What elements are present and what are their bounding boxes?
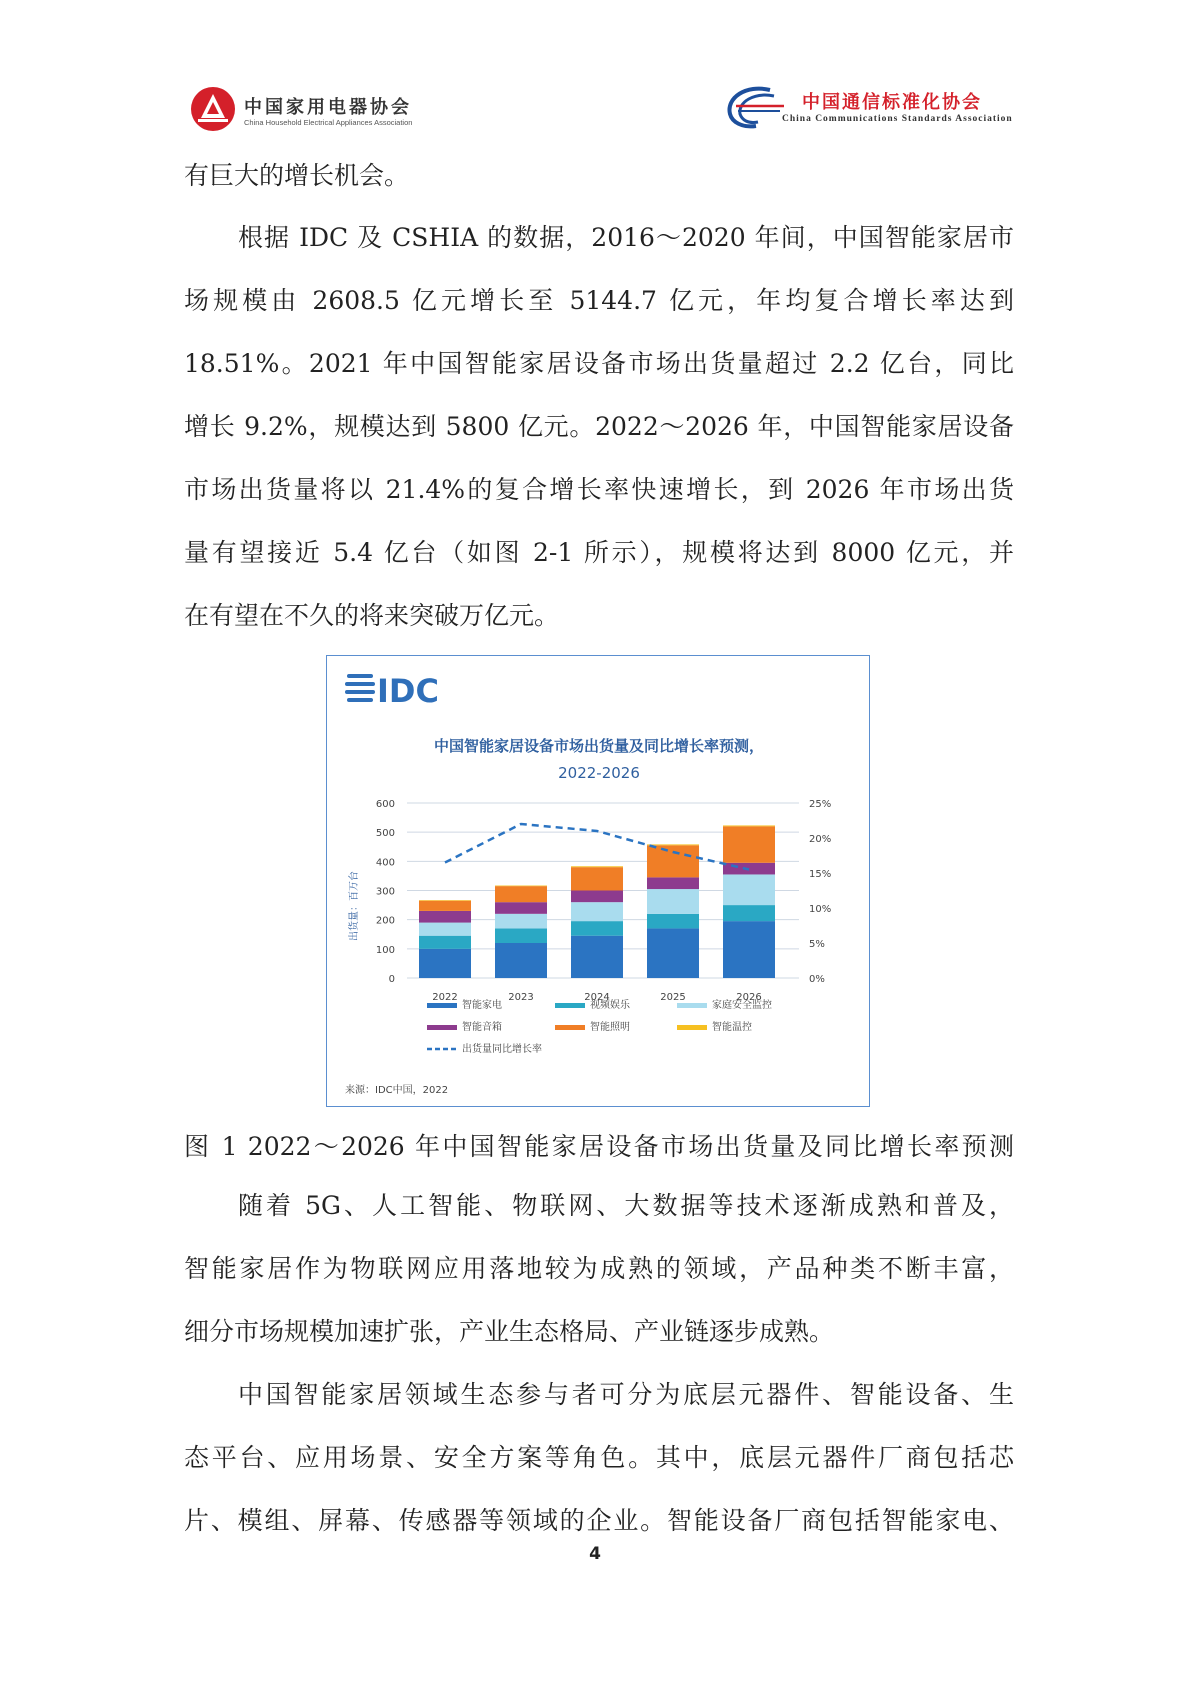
chea-logo-icon	[190, 86, 236, 132]
ccsa-name-en: China Communications Standards Association	[782, 114, 1013, 124]
bar-segment	[419, 900, 471, 901]
chea-name-en: China Household Electrical Appliances Association	[244, 118, 413, 127]
paragraph-line: 片、模组、屏幕、传感器等领域的企业。智能设备厂商包括智能家电、	[184, 1506, 1014, 1535]
legend-label: 家庭安全监控	[712, 1000, 772, 1011]
bar-segment	[647, 877, 699, 889]
y-tick-label: 600	[375, 799, 395, 810]
bar-segment	[495, 886, 547, 902]
bar-segment	[419, 949, 471, 978]
legend-label: 智能音箱	[462, 1022, 502, 1033]
idc-logo-text: IDC	[377, 672, 439, 710]
paragraph-line: 根据 IDC 及 CSHIA 的数据，2016～2020 年间，中国智能家居市	[238, 223, 1014, 252]
x-tick-label: 2022	[432, 992, 458, 1003]
bar-segment	[495, 914, 547, 929]
y-tick-label: 300	[375, 886, 395, 898]
growth-rate-line	[445, 824, 749, 870]
chart-canvas	[327, 656, 871, 1108]
y2-tick-label: 25%	[809, 799, 832, 810]
ccsa-header	[722, 82, 1022, 134]
bar-segment	[723, 905, 775, 921]
legend-label: 智能照明	[590, 1022, 630, 1033]
paragraph-line: 中国智能家居领域生态参与者可分为底层元器件、智能设备、生	[238, 1380, 1014, 1409]
x-tick-label: 2026	[736, 992, 762, 1003]
bar-segment	[419, 936, 471, 949]
bar-segment	[647, 889, 699, 914]
y2-tick-label: 10%	[809, 904, 832, 915]
bar-segment	[571, 866, 623, 867]
bar-segment	[723, 826, 775, 862]
y2-tick-label: 15%	[809, 869, 832, 880]
paragraph-line: 细分市场规模加速扩张，产业生态格局、产业链逐步成熟。	[184, 1317, 835, 1346]
paragraph-line: 市场出货量将以 21.4%的复合增长率快速增长，到 2026 年市场出货	[184, 475, 1014, 504]
ccsa-logo-icon	[722, 84, 788, 130]
bar-segment	[495, 928, 547, 943]
legend-swatch	[555, 1003, 585, 1008]
chea-header	[190, 84, 450, 136]
legend-swatch	[427, 1025, 457, 1030]
bar-segment	[723, 825, 775, 826]
figure-caption: 图 1 2022～2026 年中国智能家居设备市场出货量及同比增长率预测	[184, 1132, 1014, 1161]
bar-segment	[571, 902, 623, 921]
bar-segment	[723, 874, 775, 905]
y-tick-label: 500	[375, 828, 395, 840]
legend-label: 智能温控	[712, 1022, 752, 1033]
idc-logo-icon	[345, 674, 375, 702]
x-tick-label: 2023	[508, 992, 534, 1003]
bar-segment	[571, 891, 623, 903]
ccsa-name-cn: 中国通信标准化协会	[802, 92, 982, 113]
chart-source: 来源：IDC中国，2022	[345, 1085, 449, 1096]
legend-label: 智能家电	[462, 1000, 502, 1011]
bar-segment	[419, 911, 471, 923]
y-tick-label: 0	[388, 974, 395, 985]
chea-name-cn: 中国家用电器协会	[244, 97, 412, 118]
paragraph-line: 量有望接近 5.4 亿台（如图 2-1 所示），规模将达到 8000 亿元，并	[184, 538, 1014, 567]
bar-segment	[495, 943, 547, 978]
bar-segment	[571, 921, 623, 936]
legend-swatch	[677, 1003, 707, 1008]
bar-segment	[571, 936, 623, 978]
chart-title: 中国智能家居设备市场出货量及同比增长率预测，	[433, 737, 765, 755]
y-axis-label: 出货量：百万台	[349, 871, 360, 941]
y-tick-label: 200	[375, 915, 395, 927]
legend-swatch	[427, 1003, 457, 1008]
bar-segment	[495, 902, 547, 914]
paragraph-line: 态平台、应用场景、安全方案等角色。其中，底层元器件厂商包括芯	[184, 1443, 1014, 1472]
y2-tick-label: 0%	[809, 974, 825, 985]
chart-subtitle: 2022-2026	[558, 764, 640, 782]
line-layer	[445, 824, 749, 870]
legend-label: 出货量同比增长率	[462, 1044, 542, 1055]
page-number: 4	[589, 1544, 601, 1564]
legend-swatch	[555, 1025, 585, 1030]
legend-label: 视频娱乐	[590, 1000, 630, 1011]
paragraph-line: 18.51%。2021 年中国智能家居设备市场出货量超过 2.2 亿台，同比	[184, 349, 1014, 378]
x-tick-label: 2024	[584, 992, 610, 1003]
paragraph-line: 场规模由 2608.5 亿元增长至 5144.7 亿元，年均复合增长率达到	[184, 286, 1014, 315]
y-tick-label: 100	[375, 944, 395, 956]
paragraph-line: 在有望在不久的将来突破万亿元。	[184, 601, 560, 630]
paragraph-line: 智能家居作为物联网应用落地较为成熟的领域，产品种类不断丰富，	[184, 1254, 1014, 1283]
bar-segment	[495, 886, 547, 887]
y-tick-label: 400	[375, 857, 395, 869]
legend-swatch	[677, 1025, 707, 1030]
paragraph-line: 增长 9.2%，规模达到 5800 亿元。2022～2026 年，中国智能家居设备	[184, 412, 1014, 441]
bar-segment	[647, 928, 699, 978]
bar-segment	[419, 923, 471, 936]
paragraph-line: 随着 5G、人工智能、物联网、大数据等技术逐渐成熟和普及，	[238, 1191, 1014, 1220]
legend	[427, 998, 772, 1055]
y2-tick-label: 20%	[809, 834, 832, 845]
idc-chart-figure	[326, 655, 870, 1107]
paragraph-line: 有巨大的增长机会。	[184, 161, 410, 190]
bar-segment	[647, 845, 699, 877]
bar-segment	[723, 921, 775, 978]
y2-tick-label: 5%	[809, 939, 825, 950]
bar-segment	[647, 914, 699, 929]
bar-segment	[647, 844, 699, 845]
x-tick-label: 2025	[660, 992, 686, 1003]
bar-segment	[419, 901, 471, 911]
bar-segment	[571, 867, 623, 890]
